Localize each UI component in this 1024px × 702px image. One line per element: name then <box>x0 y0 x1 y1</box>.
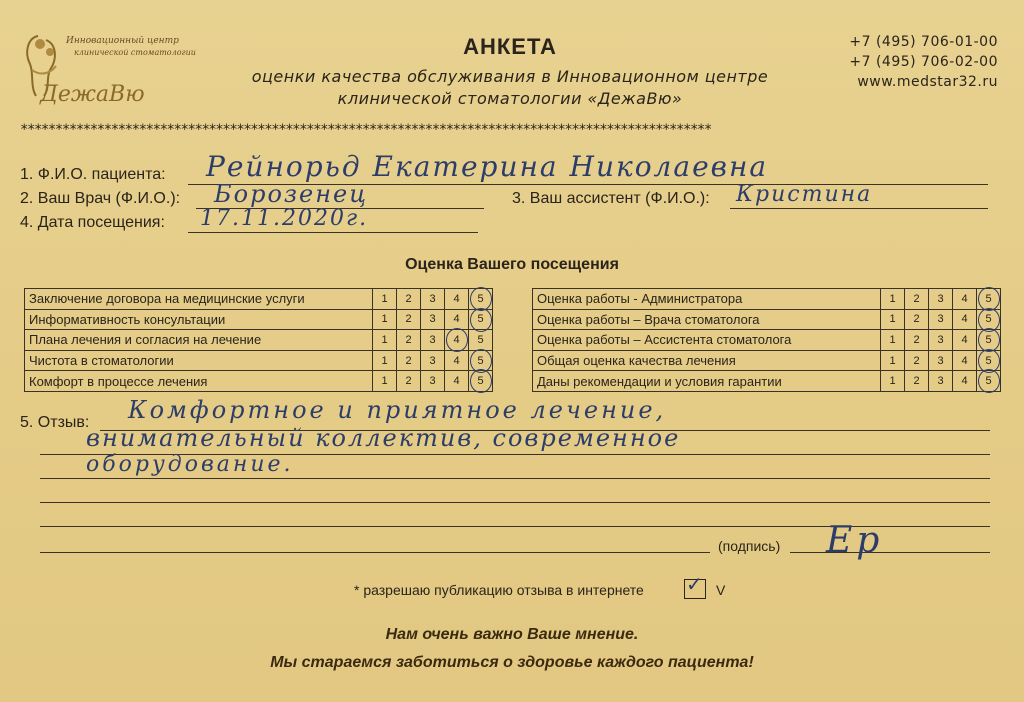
review-line-4 <box>40 502 990 503</box>
rating-option[interactable] <box>397 371 421 392</box>
rating-row <box>533 371 1001 392</box>
clinic-logo <box>18 26 208 116</box>
rating-option[interactable] <box>421 309 445 330</box>
contacts <box>820 32 998 92</box>
footer-line2: Мы стараемся заботиться о здоровье каждого пациента! <box>270 654 754 671</box>
publish-consent-mark: V <box>716 582 726 598</box>
rating-option-label: 2 <box>405 354 412 367</box>
rating-row <box>533 350 1001 371</box>
signature-label: (подпись) <box>718 538 781 554</box>
rating-option-label: 4 <box>453 292 460 305</box>
rating-question: Оценка работы – Врача стоматолога <box>533 309 881 330</box>
rating-option[interactable] <box>469 289 493 310</box>
assistant-value[interactable]: Кристина <box>736 182 873 207</box>
rating-option-label: 2 <box>913 333 920 346</box>
rating-row <box>533 309 1001 330</box>
rating-row <box>25 289 493 310</box>
rating-option[interactable] <box>905 289 929 310</box>
rating-option-label: 3 <box>937 333 944 346</box>
star-separator: *************************************************************************************************** <box>20 122 711 138</box>
review-text-3[interactable]: оборудование. <box>86 452 294 477</box>
rating-option[interactable] <box>953 371 977 392</box>
rating-option[interactable] <box>469 309 493 330</box>
rating-option-label: 1 <box>381 354 388 367</box>
rating-question: Даны рекомендации и условия гарантии <box>533 371 881 392</box>
phone-1: +7 (495) 706-01-00 <box>849 34 998 50</box>
rating-section-title: Оценка Вашего посещения <box>405 256 619 273</box>
rating-row <box>25 309 493 330</box>
rating-option[interactable] <box>977 330 1001 351</box>
rating-question: Общая оценка качества лечения <box>533 350 881 371</box>
rating-option-label: 5 <box>985 292 992 305</box>
logo-name: ДежаВю <box>40 82 145 107</box>
rating-option-label: 3 <box>937 354 944 367</box>
rating-option-label: 5 <box>985 313 992 326</box>
rating-option[interactable] <box>977 371 1001 392</box>
logo-line1: Инновационный центр <box>66 36 179 46</box>
rating-option-label: 2 <box>913 375 920 388</box>
rating-option-label: 2 <box>405 375 412 388</box>
rating-option[interactable] <box>373 289 397 310</box>
rating-option-label: 4 <box>453 313 460 326</box>
rating-option[interactable] <box>445 289 469 310</box>
review-label: 5. Отзыв: <box>20 414 90 431</box>
rating-row <box>533 289 1001 310</box>
rating-option[interactable] <box>881 350 905 371</box>
rating-option-label: 2 <box>913 313 920 326</box>
form-title: АНКЕТА <box>463 34 557 59</box>
form-subtitle <box>200 66 820 110</box>
rating-option[interactable] <box>905 371 929 392</box>
rating-option-label: 1 <box>381 292 388 305</box>
rating-option[interactable] <box>929 371 953 392</box>
subtitle-line1: оценки качества обслуживания в Инновационном центре <box>251 67 769 86</box>
rating-option[interactable] <box>445 309 469 330</box>
rating-option-label: 1 <box>889 313 896 326</box>
rating-option[interactable] <box>373 350 397 371</box>
rating-option-label: 2 <box>405 313 412 326</box>
rating-option-label: 5 <box>985 375 992 388</box>
rating-option[interactable] <box>373 330 397 351</box>
rating-option-label: 4 <box>961 354 968 367</box>
rating-question: Оценка работы - Администратора <box>533 289 881 310</box>
rating-option[interactable] <box>469 350 493 371</box>
doctor-value[interactable]: Борозенец <box>214 180 368 208</box>
rating-option[interactable] <box>421 289 445 310</box>
rating-option-label: 5 <box>477 313 484 326</box>
rating-option-label: 2 <box>405 333 412 346</box>
rating-option-label: 4 <box>961 333 968 346</box>
rating-option[interactable] <box>881 309 905 330</box>
review-line-3 <box>40 478 990 479</box>
rating-option-label: 4 <box>961 375 968 388</box>
review-text-2[interactable]: внимательный коллектив, современное <box>86 424 681 452</box>
rating-option-label: 3 <box>937 375 944 388</box>
patient-label: 1. Ф.И.О. пациента: <box>20 166 166 183</box>
rating-table-left <box>24 288 493 392</box>
rating-option-label: 4 <box>453 333 460 346</box>
check-mark-icon: ✓ <box>686 572 703 596</box>
rating-option[interactable] <box>929 289 953 310</box>
rating-option[interactable] <box>881 330 905 351</box>
signature[interactable]: Ер <box>826 520 884 561</box>
rating-option-label: 3 <box>429 375 436 388</box>
rating-option[interactable] <box>977 309 1001 330</box>
rating-option-label: 5 <box>477 354 484 367</box>
rating-option-label: 1 <box>381 313 388 326</box>
rating-option-label: 3 <box>429 292 436 305</box>
subtitle-line2: клинической стоматологии «ДежаВю» <box>337 89 683 108</box>
rating-option-label: 4 <box>453 354 460 367</box>
rating-option-label: 5 <box>477 292 484 305</box>
date-line <box>188 232 478 233</box>
rating-option-label: 2 <box>913 354 920 367</box>
rating-option-label: 3 <box>429 313 436 326</box>
rating-option[interactable] <box>397 350 421 371</box>
rating-option-label: 1 <box>889 375 896 388</box>
rating-option-label: 5 <box>477 333 484 346</box>
rating-row <box>533 330 1001 351</box>
rating-table-right <box>532 288 1001 392</box>
rating-option[interactable] <box>953 289 977 310</box>
rating-option-label: 1 <box>889 354 896 367</box>
patient-value[interactable]: Рейнорьд Екатерина Николаевна <box>206 150 769 183</box>
rating-option-label: 4 <box>453 375 460 388</box>
rating-option-label: 1 <box>889 333 896 346</box>
rating-option[interactable] <box>373 371 397 392</box>
rating-question: Плана лечения и согласия на лечение <box>25 330 373 351</box>
rating-option-label: 3 <box>429 354 436 367</box>
rating-option-label: 1 <box>889 292 896 305</box>
review-text-1[interactable]: Комфортное и приятное лечение, <box>128 396 667 424</box>
rating-option-label: 3 <box>429 333 436 346</box>
doctor-label: 2. Ваш Врач (Ф.И.О.): <box>20 190 181 207</box>
rating-option[interactable] <box>929 330 953 351</box>
rating-option[interactable] <box>905 350 929 371</box>
rating-option[interactable] <box>953 330 977 351</box>
publish-consent-label: * разрешаю публикацию отзыва в интернете <box>354 582 644 598</box>
website: www.medstar32.ru <box>857 74 998 90</box>
rating-option[interactable] <box>397 289 421 310</box>
assistant-line <box>730 208 988 209</box>
logo-line2: клинической стоматологии <box>74 48 196 57</box>
phone-2: +7 (495) 706-02-00 <box>849 54 998 70</box>
rating-option[interactable] <box>905 309 929 330</box>
rating-question: Информативность консультации <box>25 309 373 330</box>
rating-option[interactable] <box>445 330 469 351</box>
rating-row <box>25 371 493 392</box>
rating-option[interactable] <box>421 350 445 371</box>
rating-option[interactable] <box>905 330 929 351</box>
signature-line <box>790 552 990 553</box>
rating-row <box>25 330 493 351</box>
rating-option-label: 2 <box>405 292 412 305</box>
rating-option[interactable] <box>953 309 977 330</box>
rating-question: Заключение договора на медицинские услуги <box>25 289 373 310</box>
rating-option[interactable] <box>445 350 469 371</box>
rating-option-label: 4 <box>961 313 968 326</box>
rating-option[interactable] <box>421 330 445 351</box>
rating-option[interactable] <box>373 309 397 330</box>
rating-option-label: 3 <box>937 313 944 326</box>
date-value[interactable]: 17.11.2020г. <box>200 206 369 231</box>
rating-option[interactable] <box>953 350 977 371</box>
rating-option[interactable] <box>881 371 905 392</box>
rating-question: Чистота в стоматологии <box>25 350 373 371</box>
rating-option[interactable] <box>445 371 469 392</box>
footer-line1: Нам очень важно Ваше мнение. <box>385 626 639 643</box>
rating-option-label: 4 <box>961 292 968 305</box>
rating-option[interactable] <box>421 371 445 392</box>
rating-option-label: 5 <box>985 333 992 346</box>
assistant-label: 3. Ваш ассистент (Ф.И.О.): <box>512 190 710 207</box>
rating-option[interactable] <box>397 309 421 330</box>
date-label: 4. Дата посещения: <box>20 214 165 231</box>
rating-option-label: 3 <box>937 292 944 305</box>
rating-option[interactable] <box>929 350 953 371</box>
rating-option[interactable] <box>977 350 1001 371</box>
rating-option[interactable] <box>881 289 905 310</box>
rating-question: Комфорт в процессе лечения <box>25 371 373 392</box>
rating-option-label: 1 <box>381 375 388 388</box>
rating-option-label: 5 <box>477 375 484 388</box>
rating-option-label: 2 <box>913 292 920 305</box>
rating-option[interactable] <box>469 330 493 351</box>
rating-option-label: 5 <box>985 354 992 367</box>
rating-option-label: 1 <box>381 333 388 346</box>
rating-option[interactable] <box>929 309 953 330</box>
rating-question: Оценка работы – Ассистента стоматолога <box>533 330 881 351</box>
rating-row <box>25 350 493 371</box>
rating-option[interactable] <box>469 371 493 392</box>
rating-option[interactable] <box>397 330 421 351</box>
rating-option[interactable] <box>977 289 1001 310</box>
review-line-6 <box>40 552 710 553</box>
